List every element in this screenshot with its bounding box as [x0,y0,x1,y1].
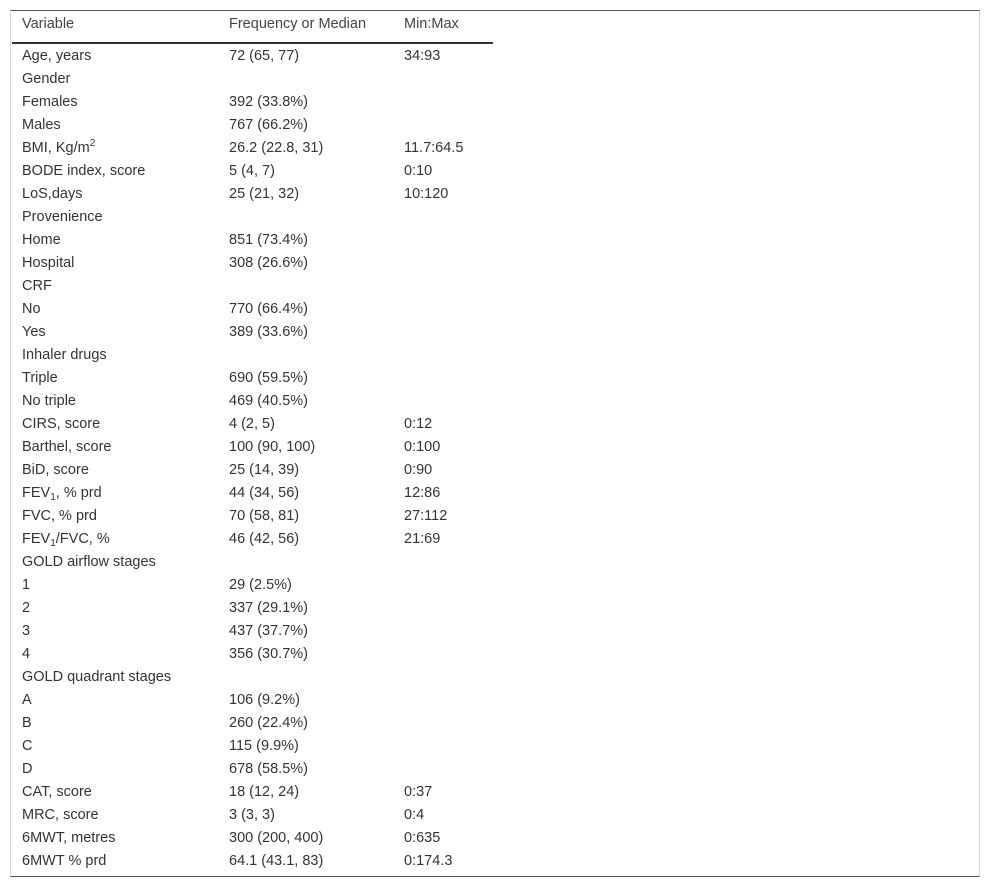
table-row [12,159,493,182]
cell-variable [12,412,219,435]
variable-text: Home [22,231,61,248]
cell-variable [12,435,219,458]
cell-variable [12,757,219,780]
table-row [12,665,493,688]
table-row [12,550,493,573]
table-row [12,297,493,320]
cell-frequency: 29 (2.5%) [229,576,292,593]
cell-minmax: 0:37 [404,783,433,800]
cell-variable [12,619,219,642]
variable-subscript: 1 [50,491,56,503]
cell-frequency: 70 (58, 81) [229,507,300,524]
table-row [12,67,493,90]
cell-variable [12,43,219,67]
table-frame [10,10,980,877]
cell-variable [12,389,219,412]
variable-text: GOLD quadrant stages [22,668,172,685]
table-row [12,90,493,113]
cell-variable [12,573,219,596]
variable-text: 6MWT, metres [22,829,116,846]
cell-minmax [394,228,493,251]
table-row [12,205,493,228]
cell-frequency: 337 (29.1%) [229,599,308,616]
variable-text: BiD, score [22,461,89,478]
variable-text: Gender [22,70,71,87]
cell-frequency: 100 (90, 100) [229,438,316,455]
cell-minmax [394,389,493,412]
table-row [12,320,493,343]
cell-frequency: 106 (9.2%) [229,691,300,708]
cell-minmax: 27:112 [404,507,448,524]
variable-text: No [22,300,41,317]
cell-minmax [394,757,493,780]
variable-text: 1 [22,576,31,593]
cell-frequency: 115 (9.9%) [229,737,299,754]
cell-variable [12,182,219,205]
table-row [12,527,493,550]
table-row [12,136,493,159]
table-row [12,596,493,619]
table-row [12,389,493,412]
cell-variable [12,458,219,481]
cell-variable [12,665,219,688]
cell-variable [12,343,219,366]
cell-variable [12,550,219,573]
cell-minmax: 12:86 [404,484,441,501]
cell-minmax [394,665,493,688]
variable-text: MRC, score [22,806,99,823]
cell-variable [12,274,219,297]
cell-minmax: 0:174.3 [404,852,453,869]
table-row [12,343,493,366]
variable-superscript: 2 [89,137,96,149]
cell-minmax [394,320,493,343]
cell-variable [12,780,219,803]
cell-minmax: 0:90 [404,461,433,478]
cell-frequency: 437 (37.7%) [229,622,308,639]
table-row [12,803,493,826]
cell-variable [12,320,219,343]
cell-variable [12,90,219,113]
cell-minmax [394,205,493,228]
cell-minmax [394,619,493,642]
cell-variable [12,136,219,159]
cell-frequency: 392 (33.8%) [229,93,308,110]
cell-variable [12,228,219,251]
variable-text: Males [22,116,61,133]
variable-text: CRF [22,277,52,294]
table-row [12,619,493,642]
cell-frequency: 690 (59.5%) [229,369,308,386]
cell-variable [12,366,219,389]
cell-frequency: 469 (40.5%) [229,392,308,409]
cell-frequency: 770 (66.4%) [229,300,308,317]
cell-variable [12,527,219,550]
variable-subscript: 1 [50,537,56,549]
cell-variable [12,481,219,504]
variable-text: B [22,714,32,731]
variable-text: Barthel, score [22,438,112,455]
data-table [12,16,493,872]
cell-variable [12,67,219,90]
cell-minmax [394,550,493,573]
table-header-row [12,16,493,43]
cell-frequency: 44 (34, 56) [229,484,300,501]
cell-frequency: 25 (14, 39) [229,461,300,478]
variable-text: Inhaler drugs [22,346,107,363]
variable-text: Age, years [22,47,92,64]
cell-variable [12,251,219,274]
cell-minmax: 11.7:64.5 [404,139,464,156]
table-row [12,481,493,504]
cell-minmax: 0:100 [404,438,441,455]
table-row [12,642,493,665]
table-row [12,182,493,205]
table-row [12,435,493,458]
header-frequency: Frequency or Median [219,16,394,43]
variable-tail: , % prd [55,484,102,501]
cell-frequency: 64.1 (43.1, 83) [229,852,324,869]
cell-minmax: 21:69 [404,530,441,547]
table-row [12,849,493,872]
variable-text: A [22,691,32,708]
cell-frequency: 25 (21, 32) [229,185,300,202]
cell-minmax: 0:10 [404,162,433,179]
cell-variable [12,113,219,136]
cell-minmax: 0:12 [404,415,433,432]
cell-minmax [394,297,493,320]
cell-frequency: 4 (2, 5) [229,415,275,432]
table-row [12,780,493,803]
cell-minmax [394,573,493,596]
table-row [12,43,493,67]
cell-variable [12,297,219,320]
cell-minmax: 0:4 [404,806,425,823]
variable-text: C [22,737,33,754]
cell-frequency [219,274,394,297]
variable-text: BMI, Kg/m [22,139,90,156]
table-row [12,458,493,481]
cell-variable [12,159,219,182]
variable-text: D [22,760,33,777]
cell-minmax [394,251,493,274]
cell-minmax [394,343,493,366]
cell-frequency: 767 (66.2%) [229,116,308,133]
table-row [12,826,493,849]
variable-text: FEV [22,530,51,547]
cell-minmax: 10:120 [404,185,449,202]
variable-text: FEV [22,484,51,501]
cell-variable [12,642,219,665]
cell-frequency: 356 (30.7%) [229,645,308,662]
cell-frequency: 26.2 (22.8, 31) [229,139,324,156]
cell-frequency: 308 (26.6%) [229,254,308,271]
table-row [12,504,493,527]
cell-frequency: 3 (3, 3) [229,806,275,823]
header-minmax: Min:Max [394,16,493,43]
variable-text: Yes [22,323,46,340]
cell-frequency: 389 (33.6%) [229,323,308,340]
cell-frequency [219,665,394,688]
table-row [12,228,493,251]
cell-frequency: 851 (73.4%) [229,231,308,248]
variable-text: BODE index, score [22,162,146,179]
variable-text: Hospital [22,254,75,271]
cell-minmax [394,67,493,90]
table-row [12,573,493,596]
table-row [12,113,493,136]
cell-variable [12,826,219,849]
cell-minmax: 34:93 [404,47,441,64]
table-row [12,734,493,757]
cell-minmax [394,734,493,757]
cell-minmax [394,113,493,136]
cell-frequency: 5 (4, 7) [229,162,275,179]
cell-minmax [394,90,493,113]
header-variable: Variable [12,16,219,43]
variable-text: Triple [22,369,58,386]
cell-variable [12,803,219,826]
cell-variable [12,504,219,527]
variable-text: Females [22,93,78,110]
variable-text: CIRS, score [22,415,101,432]
table-row [12,274,493,297]
variable-tail: /FVC, % [55,530,110,547]
cell-frequency: 46 (42, 56) [229,530,300,547]
variable-text: LoS,days [22,185,83,202]
cell-frequency [219,67,394,90]
cell-frequency: 18 (12, 24) [229,783,300,800]
variable-text: 3 [22,622,31,639]
table-row [12,711,493,734]
variable-text: GOLD airflow stages [22,553,156,570]
variable-text: Provenience [22,208,103,225]
variable-text: CAT, score [22,783,92,800]
variable-text: No triple [22,392,76,409]
cell-minmax: 0:635 [404,829,441,846]
cell-variable [12,596,219,619]
cell-variable [12,688,219,711]
cell-minmax [394,711,493,734]
table-row [12,412,493,435]
table-row [12,251,493,274]
cell-frequency [219,550,394,573]
variable-text: 2 [22,599,31,616]
cell-minmax [394,596,493,619]
cell-frequency: 72 (65, 77) [229,47,300,64]
cell-frequency: 678 (58.5%) [229,760,308,777]
variable-text: FVC, % prd [22,507,97,524]
cell-minmax [394,688,493,711]
table-row [12,688,493,711]
table-row [12,757,493,780]
cell-frequency: 300 (200, 400) [229,829,324,846]
cell-minmax [394,366,493,389]
cell-frequency: 260 (22.4%) [229,714,308,731]
cell-minmax [394,274,493,297]
cell-variable [12,711,219,734]
cell-variable [12,734,219,757]
cell-frequency [219,343,394,366]
cell-minmax [394,642,493,665]
cell-variable [12,849,219,872]
table-row [12,366,493,389]
variable-text: 6MWT % prd [22,852,107,869]
cell-variable [12,205,219,228]
cell-frequency [219,205,394,228]
table-body [12,43,493,872]
variable-text: 4 [22,645,31,662]
